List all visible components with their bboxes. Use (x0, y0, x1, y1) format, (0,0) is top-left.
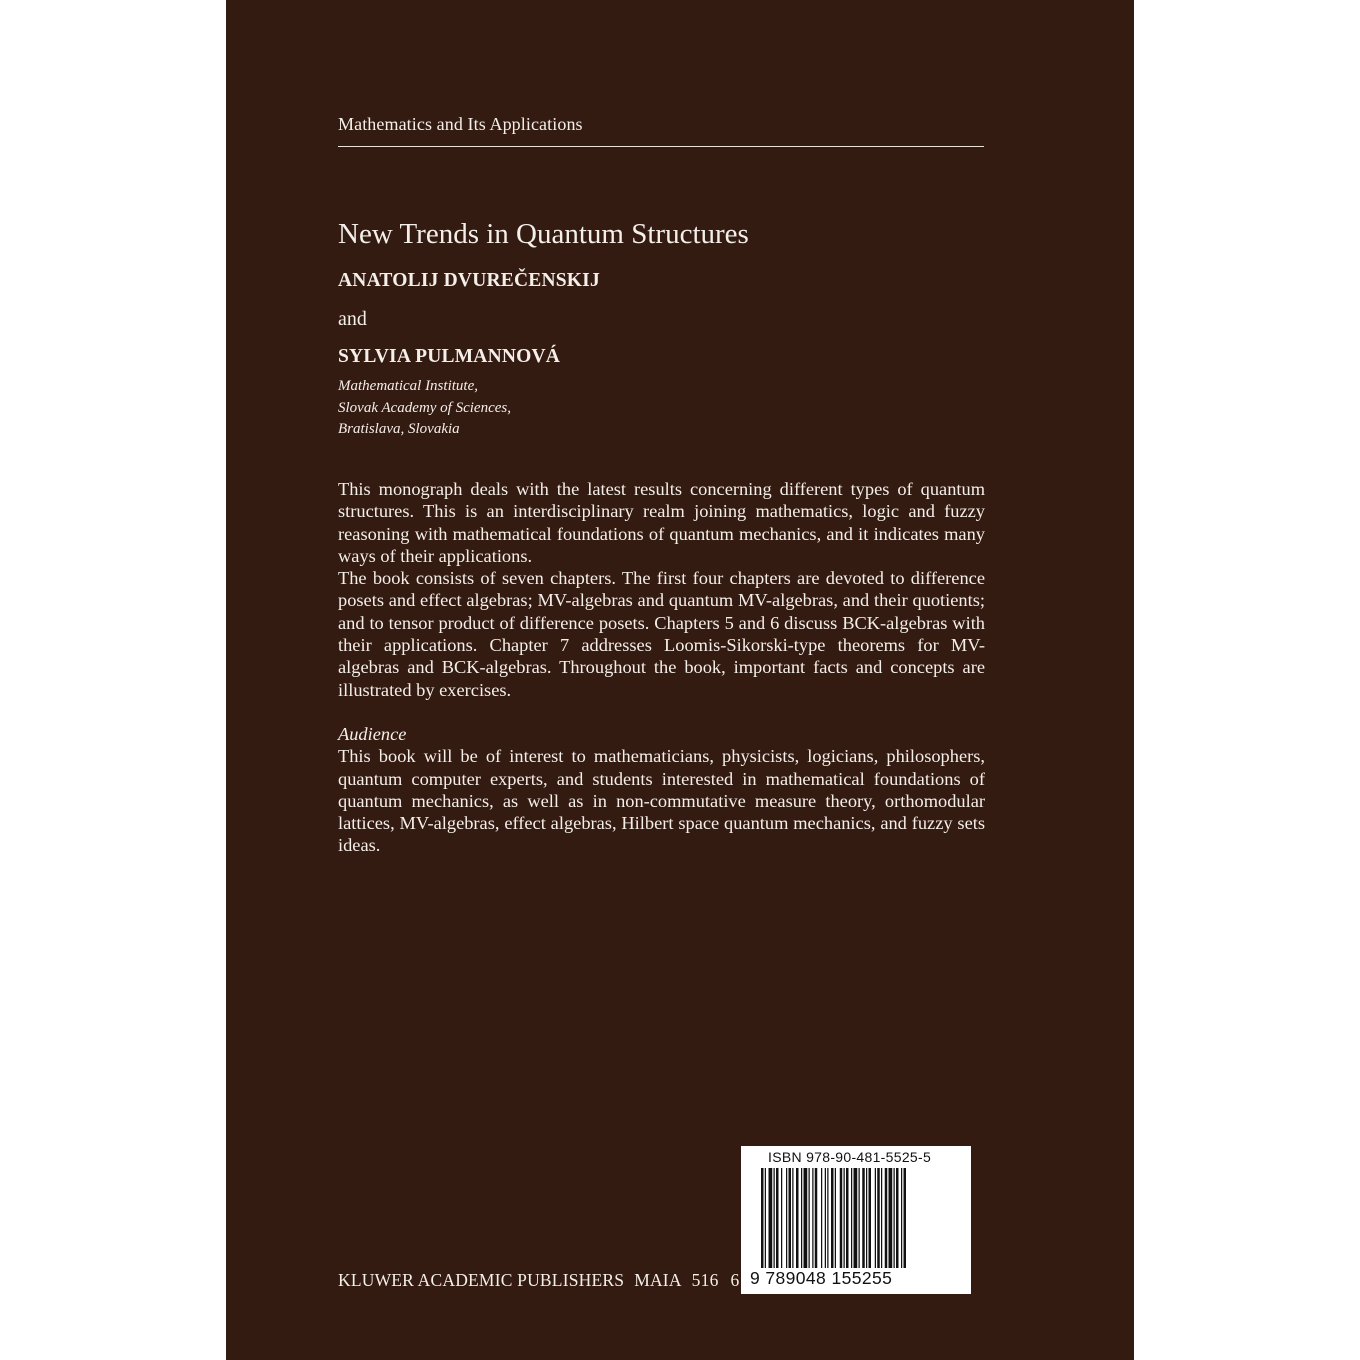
isbn-barcode-box (741, 1146, 971, 1294)
barcode-bar (875, 1168, 876, 1268)
barcode-bar (881, 1168, 882, 1268)
barcode-bar (786, 1168, 787, 1268)
barcode-bar (781, 1168, 782, 1268)
barcode-bar (904, 1168, 907, 1268)
barcode-bar (776, 1168, 779, 1268)
barcode-bar (840, 1168, 843, 1268)
book-title: New Trends in Quantum Structures (338, 218, 749, 250)
barcode-bar (765, 1168, 766, 1268)
barcode-bar (846, 1168, 849, 1268)
barcode-bar (774, 1168, 775, 1268)
barcode-bar (825, 1168, 826, 1268)
audience-text: This book will be of interest to mathematicians, physicists, logicians, philosophers, quantum computer experts, and students interested in mathematical foundations of quantum mechanics, as well as in non-commutative measure theory, orthomodular lattices, MV-algebras, effect algebras, Hilbert space quantum mechanics, and fuzzy sets ideas. (338, 746, 985, 856)
barcode-bar (792, 1168, 793, 1268)
affiliation (338, 376, 511, 441)
barcode-bar (854, 1168, 858, 1268)
volume-number: 516 (691, 1270, 719, 1290)
series-divider (338, 146, 984, 147)
edition-mark: 6 (730, 1270, 740, 1290)
publisher-name: KLUWER ACADEMIC PUBLISHERS (338, 1270, 625, 1290)
barcode-bar (815, 1168, 818, 1268)
barcode-bar (761, 1168, 764, 1268)
barcode-bar (821, 1168, 822, 1268)
barcode-bar (901, 1168, 902, 1268)
series-code: MAIA (634, 1270, 682, 1290)
description (338, 478, 985, 857)
ean-digits: 9 789048 155255 (750, 1268, 893, 1288)
barcode-bar (796, 1168, 799, 1268)
author-1: ANATOLIJ DVUREČENSKIJ (338, 270, 600, 291)
affiliation-line: Mathematical Institute, (338, 378, 478, 394)
author-conjunction: and (338, 308, 367, 330)
barcode-bar (885, 1168, 888, 1268)
barcode-icon (761, 1168, 953, 1268)
description-paragraph-1: This monograph deals with the latest results concerning different types of quantum structures. This is an interdisciplinary realm joining mathematics, logic and fuzzy reasoning with mathematical foundations of quantum mechanics, and it indicates many ways of their applications. (338, 479, 985, 566)
barcode-bar (859, 1168, 860, 1268)
barcode-bar (809, 1168, 810, 1268)
barcode-bar (866, 1168, 867, 1268)
publisher-line (338, 1270, 739, 1291)
barcode-bar (889, 1168, 893, 1268)
barcode-bar (801, 1168, 802, 1268)
barcode-bar (877, 1168, 880, 1268)
barcode-bar (831, 1168, 834, 1268)
isbn-number: ISBN 978-90-481-5525-5 (768, 1149, 932, 1165)
barcode-bar (896, 1168, 899, 1268)
barcode-bar (812, 1168, 813, 1268)
barcode-bar (804, 1168, 808, 1268)
barcode-bar (851, 1168, 852, 1268)
book-back-cover (226, 0, 1134, 1360)
affiliation-line: Bratislava, Slovakia (338, 421, 460, 437)
barcode-bar (869, 1168, 872, 1268)
barcode-bar (862, 1168, 865, 1268)
affiliation-line: Slovak Academy of Sciences, (338, 399, 511, 416)
series-name: Mathematics and Its Applications (338, 114, 583, 134)
description-paragraph-2: The book consists of seven chapters. The first four chapters are devoted to difference posets and effect algebras; MV-algebras and quantum MV-algebras, and their quotients; and to tensor product of difference posets. Chapters 5 and 6 discuss BCK-algebras with their applications. Chapter 7 addresses Loomis-Sikorski-type theorems for MV-algebras and BCK-algebras. Throughout the book, important facts and concepts are illustrated by exercises. (338, 568, 985, 700)
barcode-bar (894, 1168, 895, 1268)
barcode-bar (789, 1168, 792, 1268)
barcode-bar (827, 1168, 828, 1268)
barcode-bar (844, 1168, 845, 1268)
barcode-bar (835, 1168, 836, 1268)
audience-heading: Audience (338, 723, 407, 744)
author-2: SYLVIA PULMANNOVÁ (338, 346, 561, 367)
barcode-bar (769, 1168, 773, 1268)
